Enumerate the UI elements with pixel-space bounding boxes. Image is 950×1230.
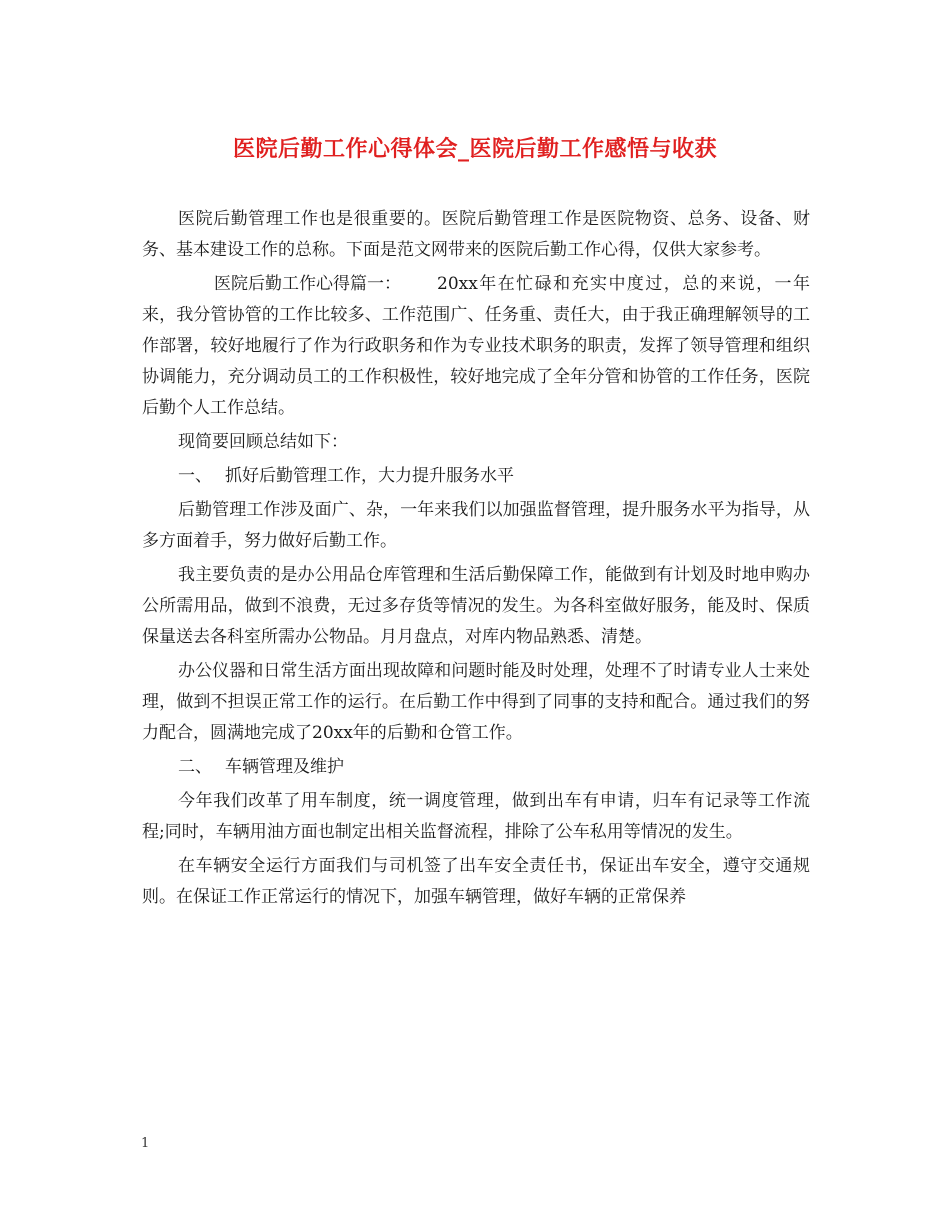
paragraph-intro: 医院后勤管理工作也是很重要的。医院后勤管理工作是医院物资、总务、设备、财务、基本建设工作的总称。下面是范文网带来的医院后勤工作心得，仅供大家参考。 xyxy=(142,209,810,260)
section-heading-2-number: 二、 xyxy=(178,757,212,777)
paragraph-equipment: 办公仪器和日常生活方面出现故障和问题时能及时处理，处理不了时请专业人士来处理，做到不担误正常工作的运行。在后勤工作中得到了同事的支持和配合。通过我们的努力配合，圆满地完成了20xx年的后勤和仓管工作。 xyxy=(142,661,810,743)
section-heading-1 xyxy=(142,461,810,492)
paragraph-summary-text: 20xx年在忙碌和充实中度过，总的来说，一年来，我分管协管的工作比较多、工作范围广、任务重、责任大，由于我正确理解领导的工作部署，较好地履行了作为行政职务和作为专业技术职务的职责，发挥了领导管理和组织协调能力，充分调动员工的工作积极性，较好地完成了全年分管和协管的工作任务，医院后勤个人工作总结。 xyxy=(142,274,810,418)
paragraph-review: 现简要回顾总结如下： xyxy=(178,432,348,452)
section-heading-1-text: 抓好后勤管理工作，大力提升服务水平 xyxy=(225,466,514,486)
document-title: 医院后勤工作心得体会_医院后勤工作感悟与收获 xyxy=(232,136,717,162)
page-number: 1 xyxy=(141,1136,150,1151)
paragraph-vehicle-system: 今年我们改革了用车制度，统一调度管理，做到出车有申请，归车有记录等工作流程;同时，车辆用油方面也制定出相关监督流程，排除了公车私用等情况的发生。 xyxy=(142,791,810,842)
paragraph-vehicle-safety: 在车辆安全运行方面我们与司机签了出车安全责任书，保证出车安全，遵守交通规则。在保证工作正常运行的情况下，加强车辆管理，做好车辆的正常保养 xyxy=(142,856,810,907)
paragraph-logistics: 后勤管理工作涉及面广、杂，一年来我们以加强监督管理，提升服务水平为指导，从多方面着手，努力做好后勤工作。 xyxy=(142,500,810,551)
section-heading-1-number: 一、 xyxy=(178,466,212,486)
document-body xyxy=(142,204,810,916)
section-heading-2-text: 车辆管理及维护 xyxy=(225,757,344,777)
paragraph-supplies: 我主要负责的是办公用品仓库管理和生活后勤保障工作，能做到有计划及时地申购办公所需用品，做到不浪费，无过多存货等情况的发生。为各科室做好服务，能及时、保质保量送去各科室所需办公物品。月月盘点，对库内物品熟悉、清楚。 xyxy=(142,565,810,647)
paragraph-summary xyxy=(142,269,810,424)
section-heading-2 xyxy=(142,752,810,783)
lead-label: 医院后勤工作心得篇一： xyxy=(214,274,401,294)
